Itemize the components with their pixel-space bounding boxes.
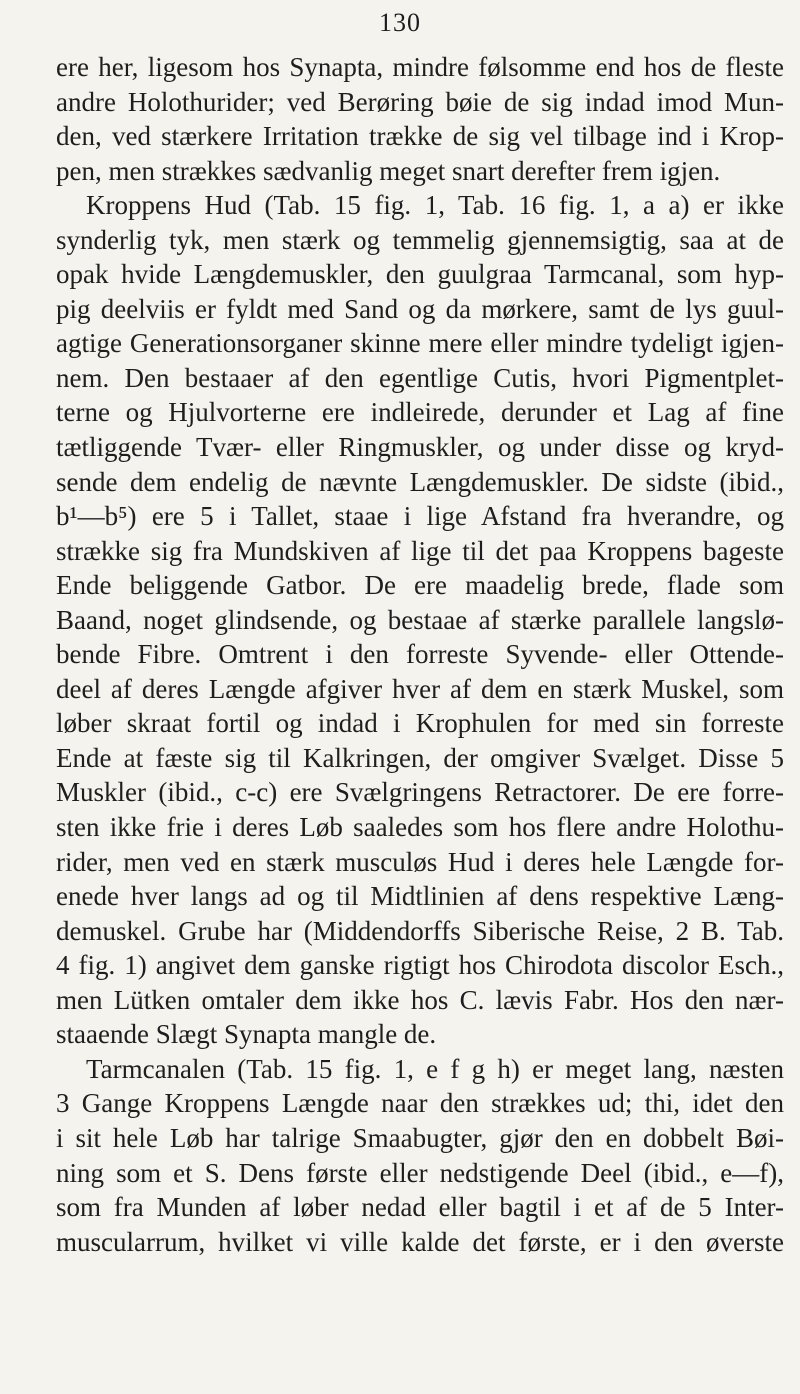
text-line: løber skraat fortil og indad i Krophulen for med sin forreste — [56, 708, 784, 739]
text-line: terne og Hjulvorterne ere indleirede, derunder et Lag af fine — [56, 397, 784, 428]
text-line: opak hvide Længdemuskler, den guulgraa Tarmcanal, som hyp- — [56, 259, 784, 290]
text-line: demuskel. Grube har (Middendorffs Siberische Reise, 2 B. Tab. — [56, 915, 784, 946]
text-line: agtige Generationsorganer skinne mere eller mindre tydeligt igjen- — [56, 328, 784, 359]
text-line: muscularrum, hvilket vi ville kalde det første, er i den øverste — [56, 1226, 784, 1257]
text-line: men Lütken omtaler dem ikke hos C. lævis Fabr. Hos den nær- — [56, 984, 784, 1015]
text-line: strække sig fra Mundskiven af lige til det paa Kroppens bageste — [56, 535, 784, 566]
text-line: som fra Munden af løber nedad eller bagtil i et af de 5 Inter- — [56, 1192, 784, 1223]
text-line: enede hver langs ad og til Midtlinien af dens respektive Læng- — [56, 881, 784, 912]
text-line: andre Holothurider; ved Berøring bøie de sig indad imod Mun- — [56, 86, 784, 117]
text-line: pig deelviis er fyldt med Sand og da mørkere, samt de lys guul- — [56, 293, 784, 324]
text-line: tætliggende Tvær- eller Ringmuskler, og under disse og kryd- — [56, 432, 784, 463]
text-line: i sit hele Løb har talrige Smaabugter, gjør den en dobbelt Bøi- — [56, 1122, 784, 1153]
text-line: synderlig tyk, men stærk og temmelig gjennemsigtig, saa at de — [56, 224, 784, 255]
text-line: den, ved stærkere Irritation trække de sig vel tilbage ind i Krop- — [56, 121, 784, 152]
text-line: bende Fibre. Omtrent i den forreste Syvende- eller Ottende- — [56, 639, 784, 670]
text-line: Baand, noget glindsende, og bestaae af stærke parallele langslø- — [56, 604, 784, 635]
text-line: Ende at fæste sig til Kalkringen, der omgiver Svælget. Disse 5 — [56, 742, 784, 773]
text-line: b¹—b⁵) ere 5 i Tallet, staae i lige Afstand fra hverandre, og — [56, 501, 784, 532]
text-line: staaende Slægt Synapta mangle de. — [56, 1019, 437, 1050]
text-line: Ende beliggende Gatbor. De ere maadelig brede, flade som — [56, 570, 784, 601]
body-text — [56, 50, 784, 1259]
text-line: sten ikke frie i deres Løb saaledes som hos flere andre Holothu- — [56, 812, 784, 843]
text-line: ning som et S. Dens første eller nedstigende Deel (ibid., e—f), — [56, 1157, 784, 1188]
text-line: nem. Den bestaaer af den egentlige Cutis, hvori Pigmentplet- — [56, 362, 784, 393]
text-line: ere her, ligesom hos Synapta, mindre følsomme end hos de fleste — [56, 52, 784, 82]
text-line: rider, men ved en stærk musculøs Hud i deres hele Længde for- — [56, 846, 784, 877]
text-line: 4 fig. 1) angivet dem ganske rigtigt hos Chirodota discolor Esch., — [56, 950, 784, 981]
text-line: pen, men strækkes sædvanlig meget snart derefter frem igjen. — [56, 155, 721, 186]
text-line: Tarmcanalen (Tab. 15 fig. 1, e f g h) er meget lang, næsten — [86, 1053, 784, 1084]
text-line: sende dem endelig de nævnte Længdemuskler. De sidste (ibid., — [56, 466, 784, 497]
text-line: Kroppens Hud (Tab. 15 fig. 1, Tab. 16 fig. 1, a a) er ikke — [86, 190, 784, 221]
text-line: Muskler (ibid., c-c) ere Svælgringens Retractorer. De ere forre- — [56, 777, 784, 808]
text-line: 3 Gange Kroppens Længde naar den strækkes ud; thi, idet den — [56, 1088, 784, 1119]
text-line: deel af deres Længde afgiver hver af dem en stærk Muskel, som — [56, 673, 784, 704]
page-number: 130 — [379, 8, 421, 37]
